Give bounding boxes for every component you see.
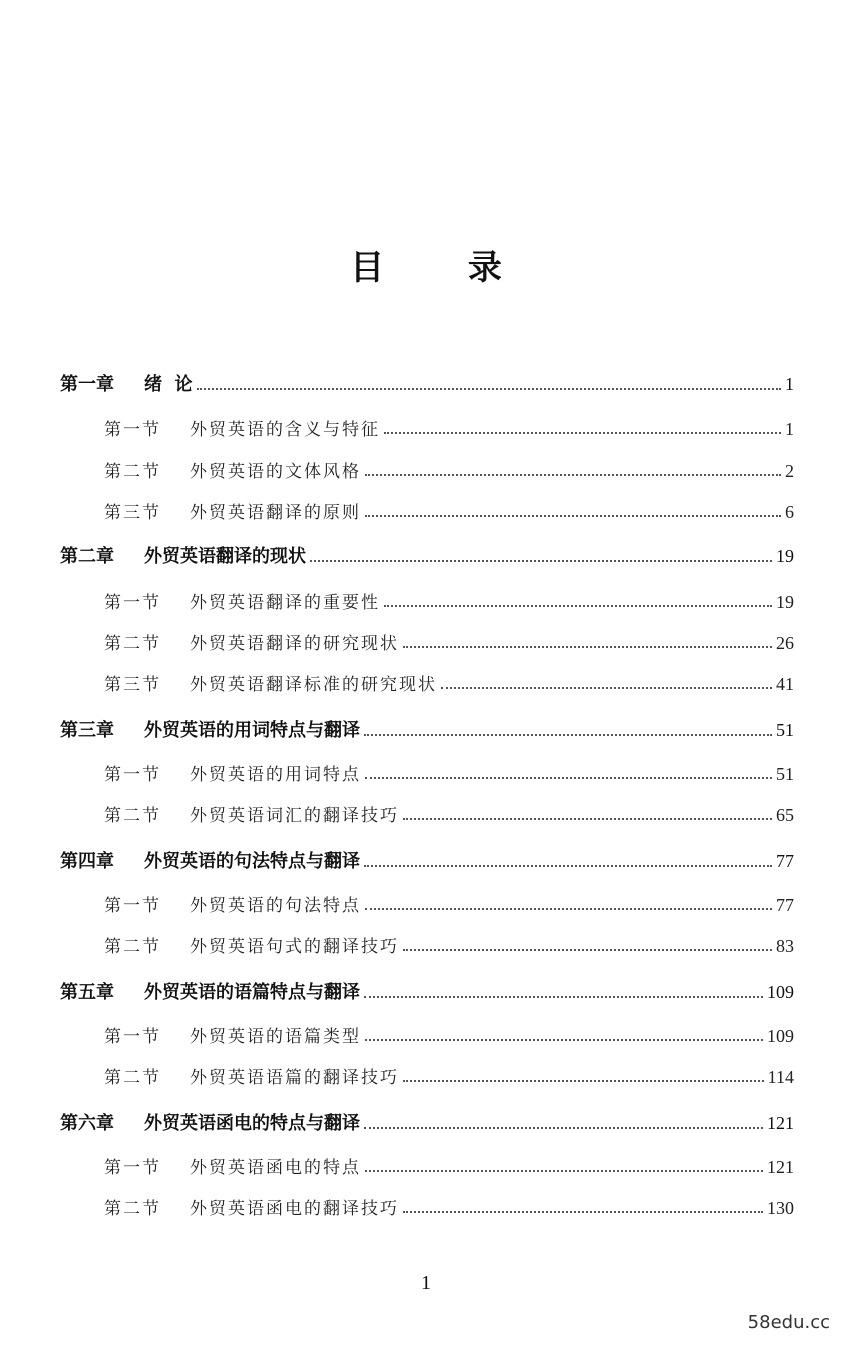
section-entry <box>104 1063 794 1088</box>
entry-number: 第三节 <box>104 503 161 523</box>
section-entry <box>104 1153 794 1178</box>
section-entry <box>104 415 794 440</box>
entry-number: 第一节 <box>104 420 161 440</box>
entry-page: 19 <box>776 546 794 566</box>
entry-title: 外贸英语函电的特点 <box>190 1158 361 1178</box>
entry-number: 第一节 <box>104 765 161 785</box>
dot-leader <box>384 604 772 607</box>
entry-title: 外贸英语函电的翻译技巧 <box>190 1199 399 1219</box>
entry-title: 外贸英语句式的翻译技巧 <box>190 937 399 957</box>
chapter-entry <box>60 978 794 1004</box>
dot-leader <box>364 864 772 867</box>
dot-leader <box>365 776 772 779</box>
entry-page: 51 <box>776 720 794 740</box>
entry-page: 1 <box>785 419 794 439</box>
dot-leader <box>403 1079 764 1082</box>
entry-title: 绪 论 <box>144 374 193 395</box>
section-entry <box>104 670 794 695</box>
page-title: 目 录 <box>350 248 538 288</box>
entry-page: 51 <box>776 764 794 784</box>
chapter-entry <box>60 542 794 568</box>
entry-number: 第一节 <box>104 593 161 613</box>
dot-leader <box>364 733 772 736</box>
entry-page: 77 <box>776 851 794 871</box>
entry-page: 19 <box>776 592 794 612</box>
entry-title: 外贸英语的语篇特点与翻译 <box>144 982 360 1003</box>
dot-leader <box>441 686 772 689</box>
section-entry <box>104 457 794 482</box>
dot-leader <box>365 907 772 910</box>
chapter-entry <box>60 1109 794 1135</box>
entry-page: 121 <box>767 1157 794 1177</box>
entry-title: 外贸英语的用词特点 <box>190 765 361 785</box>
entry-title: 外贸英语的句法特点 <box>190 896 361 916</box>
entry-page: 41 <box>776 674 794 694</box>
dot-leader <box>365 1038 763 1041</box>
entry-number: 第三节 <box>104 675 161 695</box>
entry-page: 109 <box>767 982 794 1002</box>
entry-number: 第一节 <box>104 1027 161 1047</box>
entry-number: 第五章 <box>60 982 114 1003</box>
entry-title: 外贸英语翻译的原则 <box>190 503 361 523</box>
entry-number: 第二章 <box>60 546 114 567</box>
entry-title: 外贸英语的文体风格 <box>190 462 361 482</box>
dot-leader <box>403 645 772 648</box>
dot-leader <box>403 948 772 951</box>
entry-number: 第二节 <box>104 462 161 482</box>
entry-page: 77 <box>776 895 794 915</box>
entry-number: 第六章 <box>60 1113 114 1134</box>
chapter-entry <box>60 847 794 873</box>
dot-leader <box>364 995 763 998</box>
dot-leader <box>310 559 772 562</box>
entry-number: 第三章 <box>60 720 114 741</box>
entry-number: 第二节 <box>104 1068 161 1088</box>
entry-number: 第二节 <box>104 937 161 957</box>
section-entry <box>104 801 794 826</box>
entry-title: 外贸英语词汇的翻译技巧 <box>190 806 399 826</box>
entry-title: 外贸英语函电的特点与翻译 <box>144 1113 360 1134</box>
entry-page: 121 <box>767 1113 794 1133</box>
entry-title: 外贸英语翻译标准的研究现状 <box>190 675 437 695</box>
dot-leader <box>365 473 781 476</box>
entry-title: 外贸英语的用词特点与翻译 <box>144 720 360 741</box>
section-entry <box>104 760 794 785</box>
entry-page: 26 <box>776 633 794 653</box>
dot-leader <box>403 1210 763 1213</box>
entry-page: 130 <box>767 1198 794 1218</box>
section-entry <box>104 588 794 613</box>
entry-number: 第二节 <box>104 1199 161 1219</box>
entry-title: 外贸英语翻译的重要性 <box>190 593 380 613</box>
dot-leader <box>403 817 772 820</box>
entry-title: 外贸英语翻译的研究现状 <box>190 634 399 654</box>
entry-number: 第一章 <box>60 374 114 395</box>
entry-title: 外贸英语的语篇类型 <box>190 1027 361 1047</box>
entry-title: 外贸英语翻译的现状 <box>144 546 306 567</box>
chapter-entry <box>60 370 794 396</box>
section-entry <box>104 891 794 916</box>
entry-page: 83 <box>776 936 794 956</box>
page-number: 1 <box>421 1272 431 1294</box>
entry-number: 第二节 <box>104 634 161 654</box>
dot-leader <box>384 431 781 434</box>
watermark: 58edu.cc <box>747 1312 830 1333</box>
entry-number: 第一节 <box>104 1158 161 1178</box>
dot-leader <box>365 1169 763 1172</box>
entry-number: 第二节 <box>104 806 161 826</box>
entry-page: 109 <box>767 1026 794 1046</box>
entry-title: 外贸英语语篇的翻译技巧 <box>190 1068 399 1088</box>
entry-title: 外贸英语的句法特点与翻译 <box>144 851 360 872</box>
entry-page: 114 <box>767 1067 794 1087</box>
section-entry <box>104 1194 794 1219</box>
entry-title: 外贸英语的含义与特征 <box>190 420 380 440</box>
entry-number: 第四章 <box>60 851 114 872</box>
entry-page: 6 <box>785 502 794 522</box>
chapter-entry <box>60 716 794 742</box>
entry-page: 65 <box>776 805 794 825</box>
entry-number: 第一节 <box>104 896 161 916</box>
dot-leader <box>365 514 781 517</box>
entry-page: 2 <box>785 461 794 481</box>
section-entry <box>104 1022 794 1047</box>
entry-page: 1 <box>785 374 794 394</box>
dot-leader <box>364 1126 763 1129</box>
section-entry <box>104 932 794 957</box>
dot-leader <box>197 387 781 390</box>
section-entry <box>104 629 794 654</box>
section-entry <box>104 498 794 523</box>
